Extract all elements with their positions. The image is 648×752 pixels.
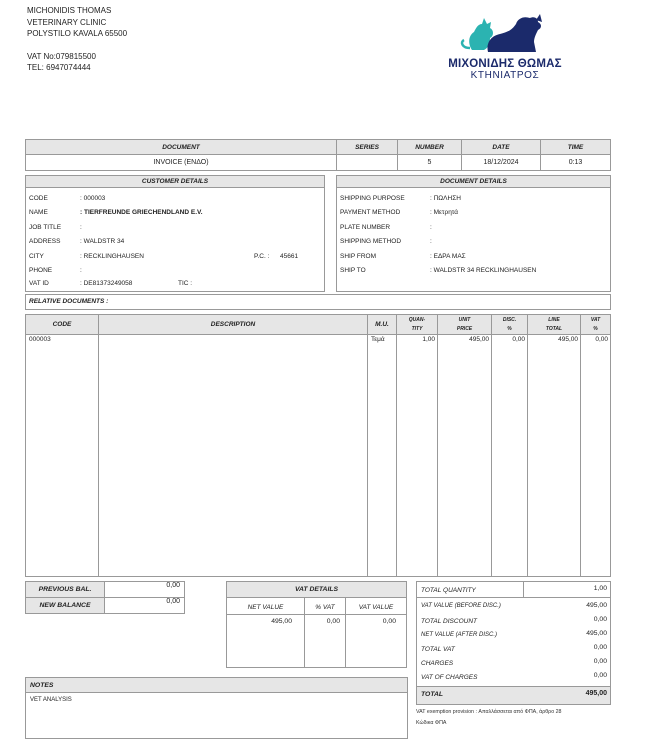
- customer-name-label: NAME: [29, 209, 48, 216]
- details-title: DOCUMENT DETAILS: [337, 176, 610, 188]
- details-label: SHIPPING PURPOSE: [340, 195, 405, 202]
- total-quantity: 1,00: [593, 585, 607, 592]
- customer-code-label: CODE: [29, 195, 48, 202]
- vat-details: [226, 581, 407, 668]
- issuer-tel: TEL: 6947074444: [27, 63, 91, 72]
- doc-series: [337, 155, 398, 171]
- notes-title: NOTES: [26, 678, 407, 693]
- grand-total: 495,00: [585, 690, 607, 697]
- doc-date: 18/12/2024: [462, 155, 541, 171]
- net-after-disc: 495,00: [586, 630, 607, 637]
- customer-name: : TIERFREUNDE GRIECHENDLAND E.V.: [80, 209, 203, 216]
- vat-value-header: VAT VALUE: [358, 604, 394, 611]
- customer-tic-label: TIC :: [178, 280, 193, 287]
- items-table: [25, 314, 611, 577]
- details-label: SHIP TO: [340, 267, 366, 274]
- col-price-1: UNIT: [458, 317, 471, 323]
- vat-of-charges-label: VAT OF CHARGES: [421, 674, 478, 681]
- notes-box: [25, 677, 408, 739]
- details-value: : ΕΔΡΑ ΜΑΣ: [430, 253, 466, 260]
- total-vat: 0,00: [593, 644, 607, 651]
- net-after-disc-label: NET VALUE (AFTER DISC.): [421, 632, 498, 638]
- grand-total-label: TOTAL: [421, 691, 444, 698]
- document-details: [336, 175, 611, 292]
- vat-exemption-line2: Κώδικα ΦΠΑ: [416, 720, 447, 726]
- customer-phone-label: PHONE: [29, 267, 53, 274]
- customer-job-label: JOB TITLE: [29, 224, 62, 231]
- issuer-block: [27, 5, 127, 74]
- new-balance: 0,00: [105, 598, 185, 614]
- relative-documents-label: RELATIVE DOCUMENTS :: [29, 298, 109, 305]
- col-qty-2: TITY: [411, 326, 423, 332]
- vat-before-disc: 495,00: [586, 602, 607, 609]
- doc-header-document: DOCUMENT: [26, 140, 337, 155]
- document-table: [25, 139, 611, 171]
- doc-header-number: NUMBER: [398, 140, 462, 155]
- details-label: PLATE NUMBER: [340, 224, 391, 231]
- customer-address: : WALDSTR 34: [80, 238, 125, 245]
- relative-documents: [25, 294, 611, 310]
- doc-header-series: SERIES: [337, 140, 398, 155]
- details-label: SHIP FROM: [340, 253, 376, 260]
- doc-header-time: TIME: [541, 140, 611, 155]
- logo-subtitle: ΚΤΗΝΙΑΤΡΟΣ: [470, 70, 540, 81]
- dog-cat-logo-icon: [450, 14, 560, 54]
- customer-pc: 45661: [280, 253, 299, 260]
- total-quantity-label: TOTAL QUANTITY: [421, 587, 476, 594]
- total-discount-label: TOTAL DISCOUNT: [421, 618, 477, 625]
- col-total-2: TOTAL: [545, 326, 563, 332]
- customer-city-label: CITY: [29, 253, 44, 260]
- item-disc: 0,00: [512, 336, 525, 343]
- col-vat-1: VAT: [590, 317, 601, 323]
- customer-code: : 000003: [80, 195, 106, 202]
- vat-details-title: VAT DETAILS: [227, 582, 406, 598]
- item-price: 495,00: [469, 336, 489, 343]
- col-code: CODE: [52, 321, 72, 328]
- vat-exemption: [416, 707, 562, 729]
- new-balance-label: NEW BALANCE: [26, 598, 105, 614]
- customer-pc-label: P.C. :: [254, 253, 270, 260]
- customer-city: : RECKLINGHAUSEN: [80, 253, 144, 260]
- col-qty-1: QUAN-: [408, 317, 426, 323]
- charges-label: CHARGES: [421, 660, 454, 667]
- details-value: :: [430, 238, 432, 245]
- item-mu: Τεμά: [371, 336, 385, 343]
- col-description: DESCRIPTION: [210, 321, 256, 328]
- vat-before-disc-label: VAT VALUE (BEFORE DISC.): [421, 603, 501, 609]
- customer-details: [25, 175, 325, 292]
- totals-box: [416, 581, 611, 705]
- vat-value: 0,00: [382, 618, 396, 625]
- col-price-2: PRICE: [456, 326, 473, 332]
- clinic-logo: [430, 14, 580, 81]
- details-value: : WALDSTR 34 RECKLINGHAUSEN: [430, 267, 537, 274]
- col-vat-2: %: [593, 326, 598, 332]
- vat-pct: 0,00: [326, 618, 340, 625]
- details-value: : Μετρητά: [430, 209, 459, 216]
- vat-net: 495,00: [271, 618, 292, 625]
- vat-exemption-line1: VAT exemption provision : Απαλλάσσεται από ΦΠΑ, άρθρο 28: [416, 709, 562, 715]
- customer-phone: :: [80, 267, 82, 274]
- doc-number: 5: [398, 155, 462, 171]
- vat-net-header: NET VALUE: [247, 604, 284, 611]
- item-total: 495,00: [558, 336, 578, 343]
- details-label: PAYMENT METHOD: [340, 209, 401, 216]
- previous-balance-label: PREVIOUS BAL.: [26, 582, 105, 598]
- total-vat-label: TOTAL VAT: [421, 646, 455, 653]
- issuer-clinic: VETERINARY CLINIC: [27, 17, 107, 27]
- details-label: SHIPPING METHOD: [340, 238, 402, 245]
- doc-header-date: DATE: [462, 140, 541, 155]
- col-disc-1: DISC.: [502, 317, 517, 323]
- previous-balance: 0,00: [105, 582, 185, 598]
- issuer-vat: VAT No:079815500: [27, 51, 96, 61]
- col-mu: M.U.: [375, 321, 389, 328]
- col-disc-2: %: [507, 326, 512, 332]
- vat-pct-header: % VAT: [315, 604, 335, 611]
- doc-time: 0:13: [541, 155, 611, 171]
- customer-title: CUSTOMER DETAILS: [26, 176, 324, 188]
- vat-of-charges: 0,00: [593, 672, 607, 679]
- doc-type: INVOICE (ΕΝΔΟ): [26, 155, 337, 171]
- col-total-1: LINE: [548, 317, 560, 323]
- customer-vatid: : DE81373249058: [80, 280, 133, 287]
- customer-address-label: ADDRESS: [29, 238, 61, 245]
- customer-job: :: [80, 224, 82, 231]
- details-value: : ΠΩΛΗΣΗ: [430, 195, 461, 202]
- notes-text: VET ANALYSIS: [30, 697, 72, 703]
- item-code: 000003: [29, 336, 51, 343]
- details-value: :: [430, 224, 432, 231]
- logo-name: ΜΙΧΟΝΙΔΗΣ ΘΩΜΑΣ: [448, 58, 562, 70]
- customer-vatid-label: VAT ID: [29, 280, 49, 287]
- total-discount: 0,00: [593, 616, 607, 623]
- issuer-name: MICHONIDIS THOMAS: [27, 6, 112, 15]
- issuer-address: POLYSTILO KAVALA 65500: [27, 29, 128, 38]
- charges: 0,00: [593, 658, 607, 665]
- balance-table: [25, 581, 185, 614]
- item-vat: 0,00: [595, 336, 608, 343]
- item-qty: 1,00: [422, 336, 435, 343]
